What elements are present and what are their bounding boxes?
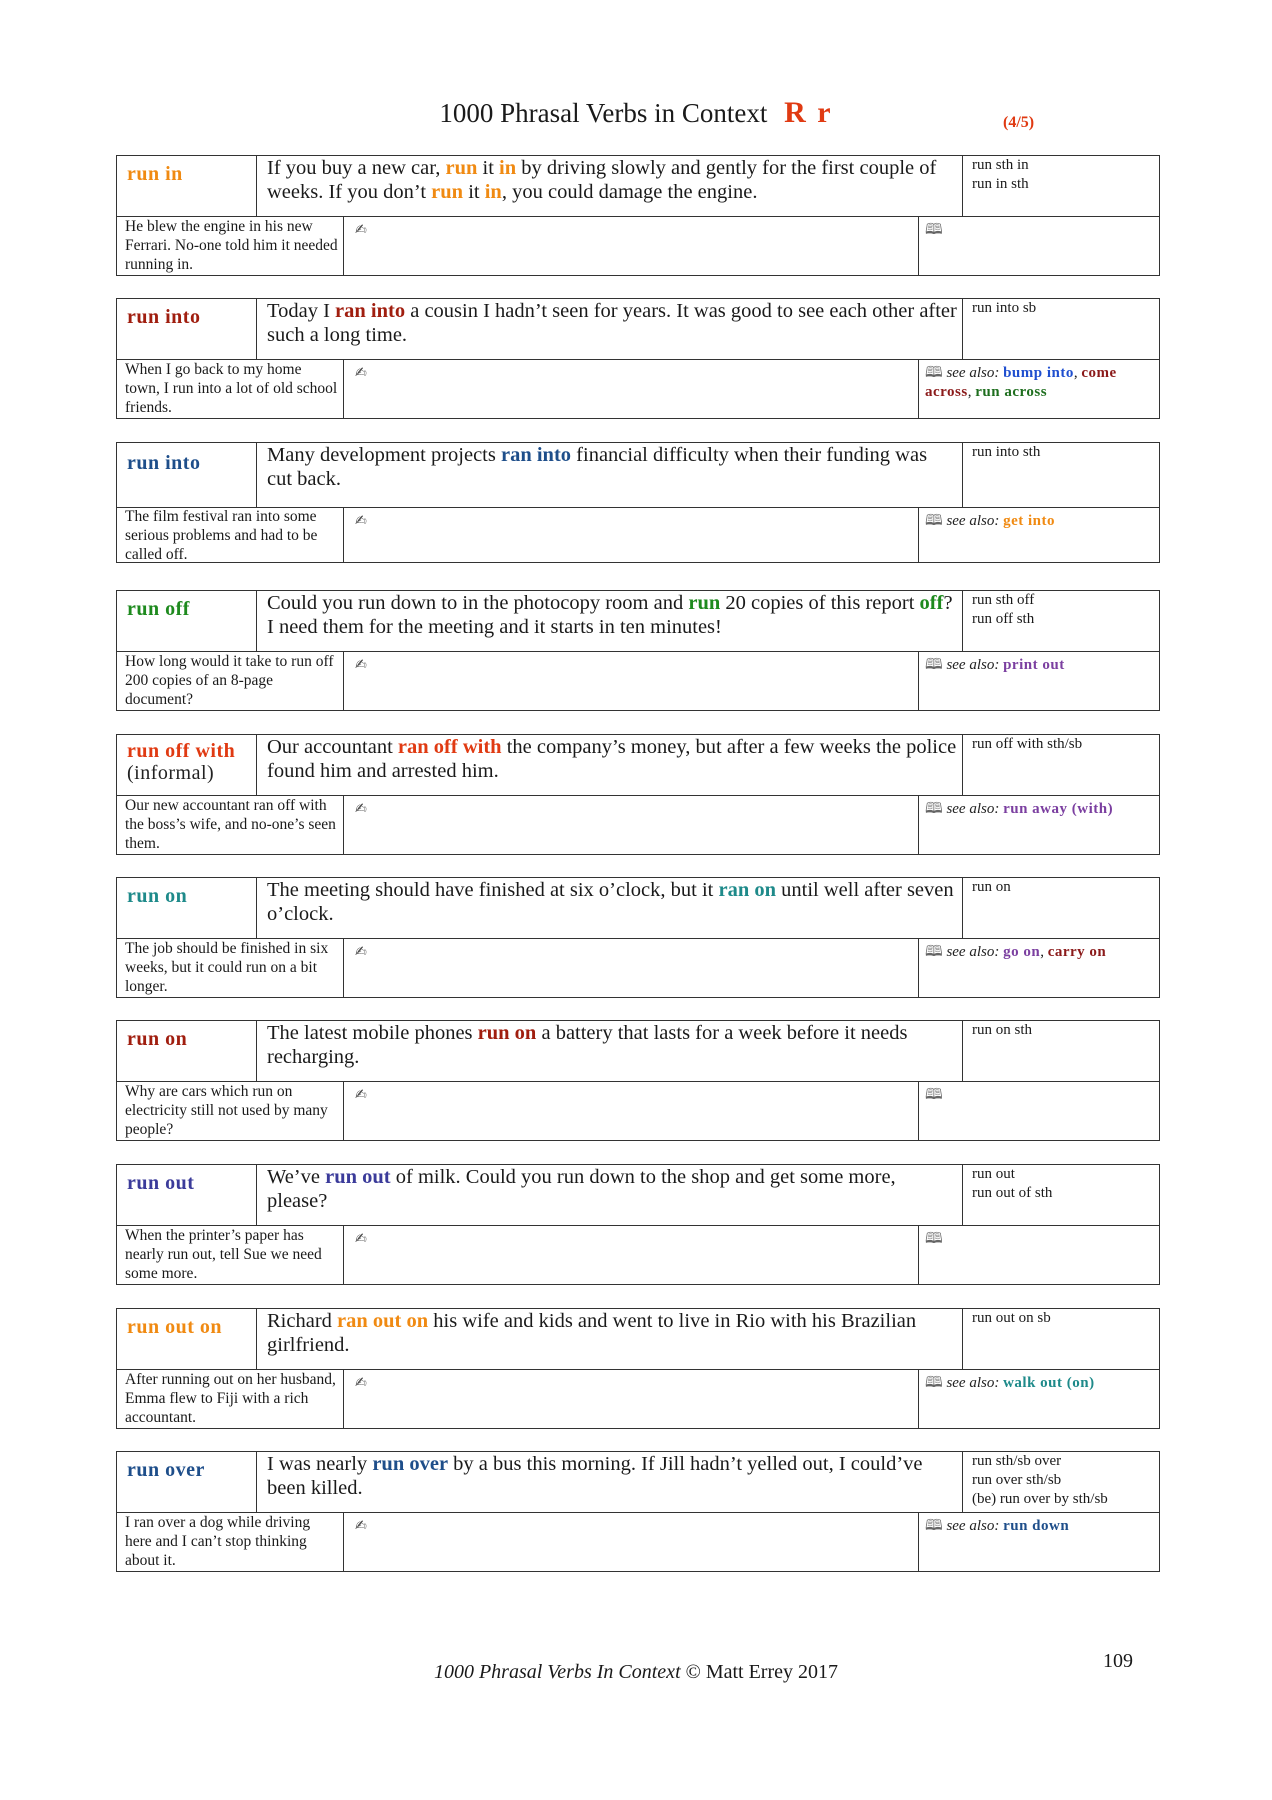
example-sentence: I ran over a dog while driving here and I can’t stop thinking about it.	[125, 1514, 311, 1569]
pencil-icon: ✍	[355, 657, 367, 673]
book-icon: 🕮	[925, 1085, 943, 1103]
see-also-link[interactable]: come across	[925, 365, 1117, 400]
context-sentence: Our accountant ran off with the company’s money, but after a few weeks the police found him and arrested him.	[267, 736, 957, 782]
example-sentence: Why are cars which run on electricity still not used by many people?	[125, 1083, 328, 1138]
entry-run-out-on	[116, 1308, 1160, 1429]
verb-forms: run on	[972, 879, 1011, 895]
book-icon: 🕮	[925, 1229, 943, 1247]
verb-heading: run over	[127, 1459, 205, 1481]
see-also: 🕮 see also: bump into, come across, run across	[925, 363, 1117, 400]
context-sentence: We’ve run out of milk. Could you run down to the shop and get some more, please?	[267, 1166, 896, 1212]
see-also-link[interactable]: walk out (on)	[1003, 1375, 1095, 1391]
see-also: 🕮 see also: walk out (on)	[925, 1373, 1095, 1391]
section-part: (4/5)	[1003, 114, 1035, 131]
context-sentence: Richard ran out on his wife and kids and went to live in Rio with his Brazilian girlfriend.	[267, 1310, 917, 1356]
copyright: © Matt Errey 2017	[685, 1661, 839, 1683]
see-also-link[interactable]: carry on	[1047, 944, 1107, 960]
verb-heading: run on	[127, 885, 188, 907]
page-header	[0, 96, 1272, 130]
book-icon: 🕮	[925, 1373, 943, 1391]
verb-heading: run on	[127, 1028, 188, 1050]
see-also: 🕮 see also: print out	[925, 655, 1065, 673]
book-icon: 🕮	[925, 363, 943, 381]
pencil-icon: ✍	[355, 1231, 367, 1247]
example-sentence: When I go back to my home town, I run into a lot of old school friends.	[125, 361, 338, 416]
example-sentence: The job should be finished in six weeks, but it could run on a bit longer.	[125, 940, 329, 995]
pencil-icon: ✍	[355, 1375, 367, 1391]
book-icon: 🕮	[925, 1516, 943, 1534]
verb-heading: run into	[127, 306, 201, 328]
entry-run-into-sth	[116, 442, 1160, 563]
section-letters: R r	[784, 96, 833, 129]
entry-run-off-with	[116, 734, 1160, 855]
example-sentence: He blew the engine in his new Ferrari. No-one told him it needed running in.	[125, 218, 338, 273]
page-title: 1000 Phrasal Verbs in Context	[439, 98, 768, 128]
verb-forms: run out on sb	[972, 1310, 1051, 1326]
example-sentence: After running out on her husband, Emma flew to Fiji with a rich accountant.	[125, 1371, 336, 1426]
context-sentence: The meeting should have finished at six o’clock, but it ran on until well after seven o’clock.	[267, 879, 954, 925]
example-sentence: When the printer’s paper has nearly run out, tell Sue we need some more.	[125, 1227, 322, 1282]
entry-run-on-sth	[116, 1020, 1160, 1141]
see-also-link[interactable]: run away (with)	[1003, 801, 1114, 817]
pencil-icon: ✍	[355, 1087, 367, 1103]
page-footer	[0, 1660, 1272, 1684]
example-sentence: Our new accountant ran off with the boss’s wife, and no-one’s seen them.	[125, 797, 336, 852]
see-also	[925, 1085, 1157, 1105]
entry-run-off	[116, 590, 1160, 711]
see-also	[925, 220, 1157, 240]
verb-forms: run sth in run in sth	[972, 157, 1029, 192]
context-sentence: I was nearly run over by a bus this morning. If Jill hadn’t yelled out, I could’ve been killed.	[267, 1453, 923, 1499]
context-sentence: If you buy a new car, run it in by driving slowly and gently for the first couple of weeks. If you don’t run it in, you could damage the engine.	[267, 157, 937, 203]
context-sentence: The latest mobile phones run on a battery that lasts for a week before it needs recharging.	[267, 1022, 908, 1068]
verb-heading: run into	[127, 452, 201, 474]
verb-forms: run into sb	[972, 300, 1037, 316]
pencil-icon: ✍	[355, 801, 367, 817]
book-icon: 🕮	[925, 220, 943, 238]
example-sentence: How long would it take to run off 200 copies of an 8-page document?	[125, 653, 334, 708]
see-also-link[interactable]: print out	[1003, 657, 1065, 673]
verb-heading: run out	[127, 1172, 195, 1194]
see-also-link[interactable]: bump into	[1003, 365, 1074, 381]
see-also: 🕮 see also: get into	[925, 511, 1056, 529]
book-icon: 🕮	[925, 942, 943, 960]
see-also-link[interactable]: run down	[1003, 1518, 1070, 1534]
entry-run-out	[116, 1164, 1160, 1285]
verb-heading: run out on	[127, 1316, 223, 1338]
example-sentence: The film festival ran into some serious problems and had to be called off.	[125, 508, 318, 563]
pencil-icon: ✍	[355, 1518, 367, 1534]
see-also: 🕮 see also: run away (with)	[925, 799, 1114, 817]
pencil-icon: ✍	[355, 365, 367, 381]
verb-forms: run sth/sb over run over sth/sb (be) run over by sth/sb	[972, 1453, 1108, 1507]
context-sentence: Today I ran into a cousin I hadn’t seen for years. It was good to see each other after such a long time.	[267, 300, 957, 346]
see-also-link[interactable]: run across	[975, 384, 1048, 400]
entry-run-over	[116, 1451, 1160, 1572]
see-also: 🕮 see also: run down	[925, 1516, 1070, 1534]
pencil-icon: ✍	[355, 222, 367, 238]
page-number: 109	[1103, 1650, 1133, 1672]
context-sentence: Could you run down to in the photocopy room and run 20 copies of this report off? I need them for the meeting and it starts in ten minutes!	[267, 592, 953, 638]
verb-forms: run sth off run off sth	[972, 592, 1035, 627]
entry-run-into-sb	[116, 298, 1160, 419]
entry-run-in	[116, 155, 1160, 276]
verb-heading: run in	[127, 163, 183, 185]
book-icon: 🕮	[925, 655, 943, 673]
pencil-icon: ✍	[355, 944, 367, 960]
verb-forms: run off with sth/sb	[972, 736, 1083, 752]
see-also-link[interactable]: get into	[1003, 513, 1056, 529]
book-title: 1000 Phrasal Verbs In Context	[433, 1661, 681, 1683]
context-sentence: Many development projects ran into financial difficulty when their funding was cut back.	[267, 444, 928, 490]
see-also: 🕮 see also: go on, carry on	[925, 942, 1107, 960]
verb-heading: run off	[127, 598, 190, 620]
book-icon: 🕮	[925, 511, 943, 529]
verb-heading: run off with (informal)	[127, 740, 236, 784]
see-also-link[interactable]: go on	[1003, 944, 1041, 960]
book-icon: 🕮	[925, 799, 943, 817]
pencil-icon: ✍	[355, 513, 367, 529]
entry-run-on-continue	[116, 877, 1160, 998]
see-also	[925, 1229, 1157, 1249]
verb-forms: run on sth	[972, 1022, 1032, 1038]
verb-forms: run out run out of sth	[972, 1166, 1053, 1201]
verb-forms: run into sth	[972, 444, 1041, 460]
